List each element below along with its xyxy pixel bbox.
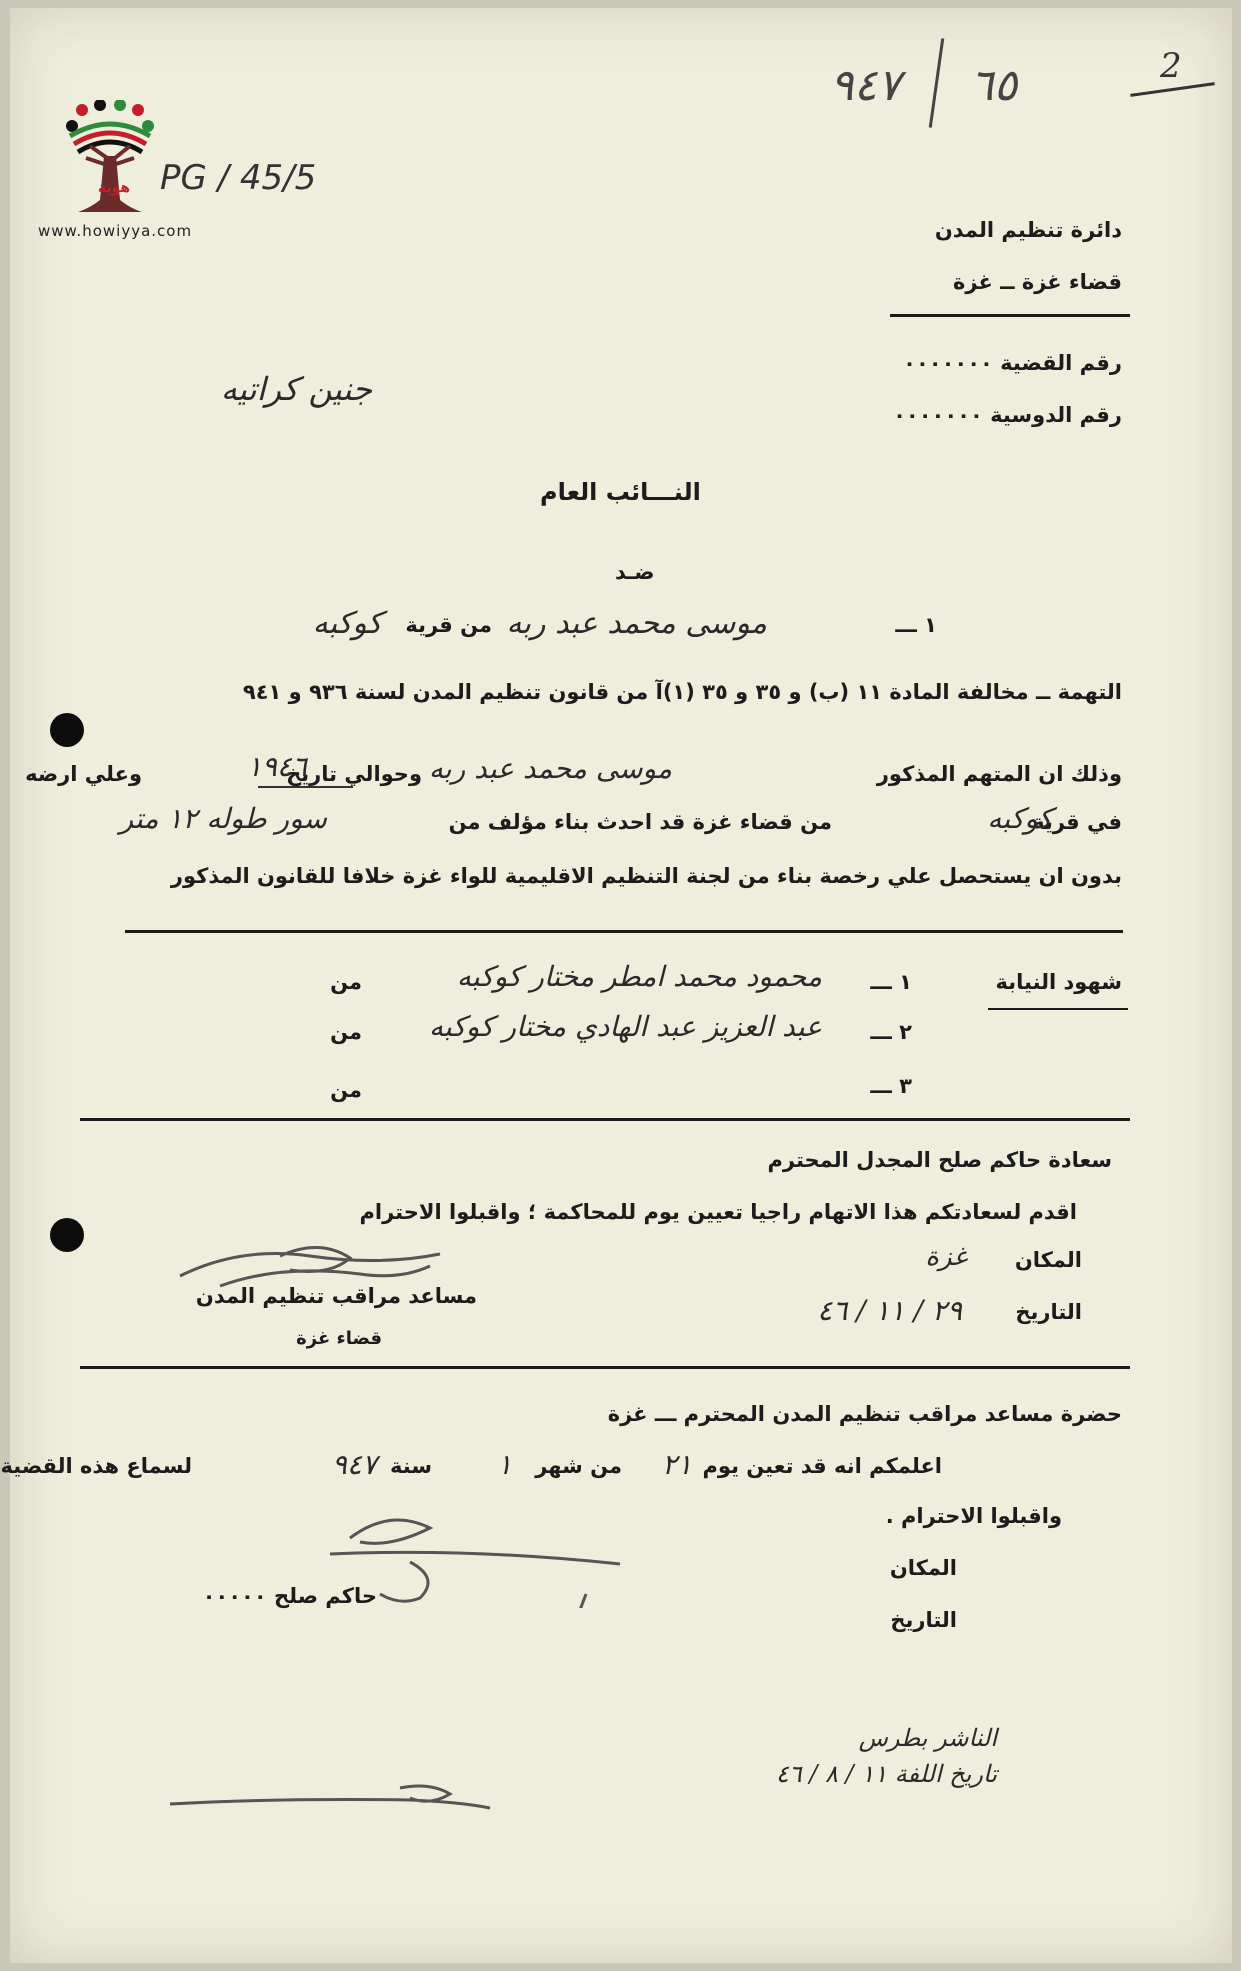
witness-2-index: ٢ ـــ — [870, 1020, 912, 1044]
request-salutation: سعادة حاكم صلح المجدل المحترم — [767, 1148, 1112, 1172]
charge-village: كوكبه — [987, 802, 1052, 835]
dossier-number-row — [893, 403, 1122, 427]
header-divider — [890, 314, 1130, 317]
against-label: ضـد — [615, 560, 655, 584]
file-number-divider — [929, 38, 944, 128]
case-number-value: ٠٠٠٠٠٠٠ — [903, 351, 993, 375]
witness-1-index: ١ ـــ — [870, 970, 912, 994]
request-signatory-title: مساعد مراقب تنظيم المدن — [195, 1284, 477, 1308]
defendant-name: موسى محمد عبد ربه — [506, 606, 767, 641]
howiyya-tree-logo — [60, 100, 160, 220]
reply-signatory: حاكم صلح ٠٠٠٠٠ — [202, 1584, 377, 1608]
charge-line-3-prefix: في قرية — [1032, 810, 1122, 834]
reply-line-1-prefix: اعلمكم انه قد تعين يوم — [702, 1454, 942, 1478]
logo-wordmark: هوية — [97, 180, 131, 196]
punch-hole-bottom — [50, 1218, 84, 1252]
request-signatory-district: قضاء غزة — [296, 1328, 382, 1349]
witnesses-label-underline — [988, 1008, 1128, 1010]
charge-line-1: التهمة ــ مخالفة المادة ١١ (ب) و ٣٥ و ٣٥ (١)آ من قانون تنظيم المدن لسنة ٩٣٦ و ٩٤١ — [242, 680, 1122, 704]
handwritten-village-note: جنين كراتيه — [220, 370, 372, 408]
dossier-number-label: رقم الدوسية — [990, 403, 1122, 427]
witness-3-from: من — [330, 1078, 362, 1102]
footer-note-line-2: تاريخ اللفة ١١ / ٨ / ٤٦ — [775, 1760, 997, 1788]
case-number-label: رقم القضية — [1000, 351, 1122, 375]
witness-1-from: من — [330, 970, 362, 994]
witnesses-divider — [80, 1118, 1130, 1121]
reply-salutation: حضرة مساعد مراقب تنظيم المدن المحترم ـــ غزة — [607, 1402, 1122, 1426]
witness-1-name: محمود محمد امطر مختار كوكبه — [456, 960, 822, 993]
reference-code: PG / 45/5 — [160, 158, 317, 198]
logo-site-url: www.howiyya.com — [38, 222, 193, 240]
charge-line-2-suffix: وعلي ارضه — [25, 762, 142, 786]
charge-divider — [125, 930, 1123, 933]
charge-line-3-middle: من قضاء غزة قد احدث بناء مؤلف من — [448, 810, 832, 834]
charge-date-underline — [258, 786, 353, 788]
plaintiff: النـــائب العام — [540, 478, 701, 506]
charge-line-2-middle: وحوالي تاريخ — [286, 762, 422, 786]
reply-month-label: من شهر — [535, 1454, 622, 1478]
reply-line-1-suffix: لسماع هذه القضية — [0, 1454, 192, 1478]
witness-2-from: من — [330, 1020, 362, 1044]
charge-date: ١٩٤٦ — [246, 750, 307, 783]
reply-place-label: المكان — [889, 1556, 957, 1580]
defendant-index: ١ ـــ — [895, 613, 937, 637]
charge-accused-name: موسى محمد عبد ربه — [428, 752, 672, 785]
witness-3-index: ٣ ـــ — [870, 1074, 912, 1098]
punch-hole-top — [50, 713, 84, 747]
footer-signature — [160, 1778, 500, 1848]
district-name: قضاء غزة ــ غزة — [953, 270, 1122, 294]
request-divider — [80, 1366, 1130, 1369]
file-prefix: 2 — [1160, 46, 1182, 86]
from-village-label: من قرية — [405, 613, 492, 637]
dossier-number-value: ٠٠٠٠٠٠٠ — [893, 403, 983, 427]
file-number: ٦٥ — [970, 60, 1018, 111]
case-number-row — [903, 351, 1122, 375]
reply-year-label: سنة — [390, 1454, 432, 1478]
request-body: اقدم لسعادتكم هذا الاتهام راجيا تعيين يوم للمحاكمة ؛ واقبلوا الاحترام — [359, 1200, 1077, 1224]
witnesses-label: شهود النيابة — [995, 970, 1122, 994]
request-place-label: المكان — [1014, 1248, 1082, 1272]
request-date-label: التاريخ — [1015, 1300, 1082, 1324]
department-name: دائرة تنظيم المدن — [934, 218, 1122, 242]
charge-line-4: بدون ان يستحصل علي رخصة بناء من لجنة التنظيم الاقليمية للواء غزة خلافا للقانون المذكور — [170, 864, 1122, 888]
reply-day: ٢١ — [661, 1448, 692, 1481]
reply-closing: واقبلوا الاحترام . — [885, 1504, 1062, 1528]
charge-building-description: سور طوله ١٢ متر — [119, 802, 327, 835]
witness-2-name: عبد العزيز عبد الهادي مختار كوكبه — [428, 1010, 822, 1043]
request-place-value: غزة — [925, 1242, 967, 1272]
request-date-value: ٢٩ / ١١ / ٤٦ — [817, 1294, 962, 1327]
reply-month: ١ — [496, 1448, 512, 1481]
reply-date-label: التاريخ — [890, 1608, 957, 1632]
charge-line-2-prefix: وذلك ان المتهم المذكور — [876, 762, 1122, 786]
footer-note-line-1: الناشر بطرس — [858, 1724, 997, 1752]
document-page — [0, 8, 1232, 1963]
file-year: ٩٤٧ — [830, 60, 901, 111]
reply-year: ٩٤٧ — [331, 1448, 377, 1481]
defendant-village: كوكبه — [312, 606, 382, 641]
